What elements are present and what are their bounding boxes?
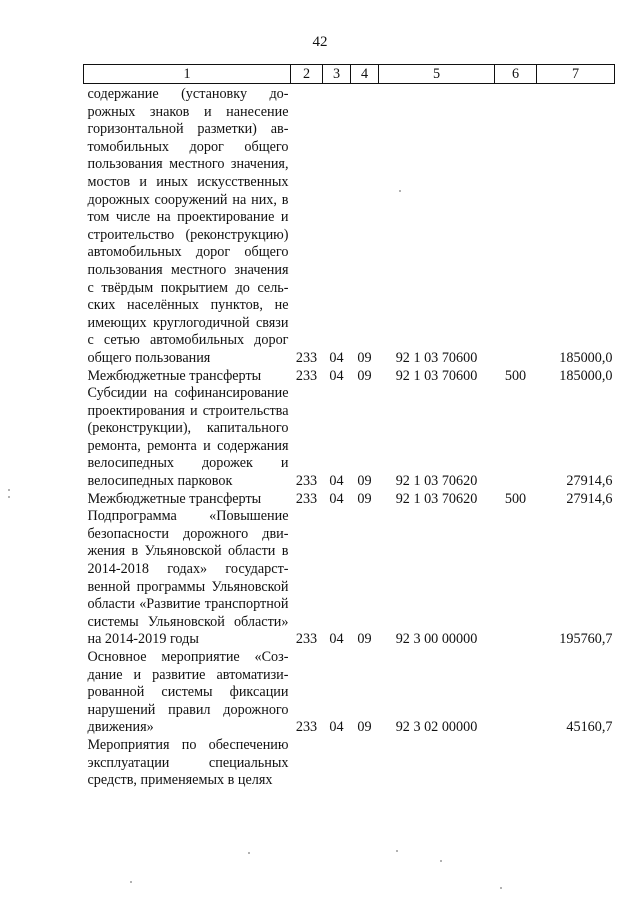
row-target-article: 92 1 03 70620 bbox=[395, 473, 478, 490]
row-sum: 195760,7 bbox=[559, 631, 613, 648]
row-subsection: 09 bbox=[357, 719, 372, 736]
row-expense-type bbox=[495, 737, 537, 790]
row-expense-type: 500 bbox=[504, 490, 527, 507]
scan-speck bbox=[248, 852, 250, 854]
row-sum: 185000,0 bbox=[559, 349, 613, 366]
row-subsection: 09 bbox=[357, 631, 372, 648]
table-header-row bbox=[84, 65, 615, 84]
column-header-subsection: 4 bbox=[351, 65, 379, 84]
scan-speck bbox=[440, 860, 442, 862]
scan-speck bbox=[399, 190, 401, 192]
row-grbs: 233 bbox=[295, 473, 318, 490]
row-subsection: 09 bbox=[357, 367, 372, 384]
table-row bbox=[84, 84, 615, 368]
row-target-article: 92 1 03 70620 bbox=[395, 490, 478, 507]
row-subsection: 09 bbox=[357, 490, 372, 507]
budget-table bbox=[83, 64, 615, 790]
row-target-article bbox=[379, 737, 495, 790]
row-grbs: 233 bbox=[295, 719, 318, 736]
row-section: 04 bbox=[329, 473, 344, 490]
scan-speck bbox=[396, 850, 398, 852]
row-grbs: 233 bbox=[295, 367, 318, 384]
row-target-article: 92 1 03 70600 bbox=[395, 367, 478, 384]
table-row bbox=[84, 491, 615, 509]
row-expense-type bbox=[495, 84, 537, 368]
row-sum bbox=[537, 737, 615, 790]
table-row bbox=[84, 508, 615, 649]
row-section: 04 bbox=[329, 490, 344, 507]
row-target-article: 92 3 02 00000 bbox=[395, 719, 478, 736]
row-section: 04 bbox=[329, 349, 344, 366]
row-name: Межбюджетные трансферты bbox=[87, 490, 262, 507]
row-section: 04 bbox=[329, 719, 344, 736]
row-expense-type bbox=[495, 508, 537, 649]
scan-speck bbox=[130, 881, 132, 883]
row-grbs bbox=[291, 737, 323, 790]
column-header-name: 1 bbox=[84, 65, 291, 84]
row-sum: 185000,0 bbox=[559, 367, 613, 384]
column-header-grbs: 2 bbox=[291, 65, 323, 84]
row-target-article: 92 3 00 00000 bbox=[395, 631, 478, 648]
row-grbs: 233 bbox=[295, 631, 318, 648]
row-grbs: 233 bbox=[295, 490, 318, 507]
row-expense-type bbox=[495, 649, 537, 737]
scan-speck bbox=[8, 496, 10, 498]
row-section: 04 bbox=[329, 631, 344, 648]
scan-speck bbox=[500, 887, 502, 889]
row-target-article: 92 1 03 70600 bbox=[395, 349, 478, 366]
row-sum: 27914,6 bbox=[566, 473, 613, 490]
row-section: 04 bbox=[329, 367, 344, 384]
page-number: 42 bbox=[312, 34, 328, 50]
column-header-section: 3 bbox=[323, 65, 351, 84]
row-grbs: 233 bbox=[295, 349, 318, 366]
row-section bbox=[323, 737, 351, 790]
column-header-sum: 7 bbox=[537, 65, 615, 84]
row-name: Субсидии на софинансирование проектирования и строительства (реконструкции), капитального ремонта, ремонта и содержания велосипедных дорожек и велосипедных парковок bbox=[87, 385, 289, 490]
row-sum: 27914,6 bbox=[566, 490, 613, 507]
row-name: содержание (установку дорожных знаков и нанесение горизонтальной разметки) автомобильных дорог общего пользования местного значения, мостов и иных искусственных дорожных сооружений на них, в том числе на проектирование и строительство (реконструкцию) автомобильных дорог общего пользования местного значения с твёрдым покрытием до сельских населённых пунктов, не имеющих круглогодичной связи с сетью автомобильных дорог общего пользования bbox=[87, 86, 289, 366]
row-name: Подпрограмма «Повышение безопасности дорожного движения в Ульяновской области в 2014-2018 годах» государственной программы Ульяновской области «Развитие транспортной системы Ульяновской области» на 2014-2019 годы bbox=[87, 508, 289, 648]
row-sum: 45160,7 bbox=[566, 719, 613, 736]
row-subsection: 09 bbox=[357, 349, 372, 366]
column-header-expense-type: 6 bbox=[495, 65, 537, 84]
table-row bbox=[84, 368, 615, 386]
scan-speck bbox=[8, 489, 10, 491]
row-subsection bbox=[351, 737, 379, 790]
column-header-target-article: 5 bbox=[379, 65, 495, 84]
row-name: Мероприятия по обеспечению эксплуатации специальных средств, применяемых в целях bbox=[87, 736, 289, 789]
row-name: Основное мероприятие «Создание и развитие автоматизированной системы фиксации нарушений правил дорожного движения» bbox=[87, 649, 289, 736]
row-name: Межбюджетные трансферты bbox=[87, 367, 262, 384]
table-row bbox=[84, 385, 615, 491]
row-expense-type: 500 bbox=[504, 367, 527, 384]
table-row bbox=[84, 649, 615, 737]
row-expense-type bbox=[495, 385, 537, 491]
row-subsection: 09 bbox=[357, 473, 372, 490]
table-row bbox=[84, 737, 615, 790]
